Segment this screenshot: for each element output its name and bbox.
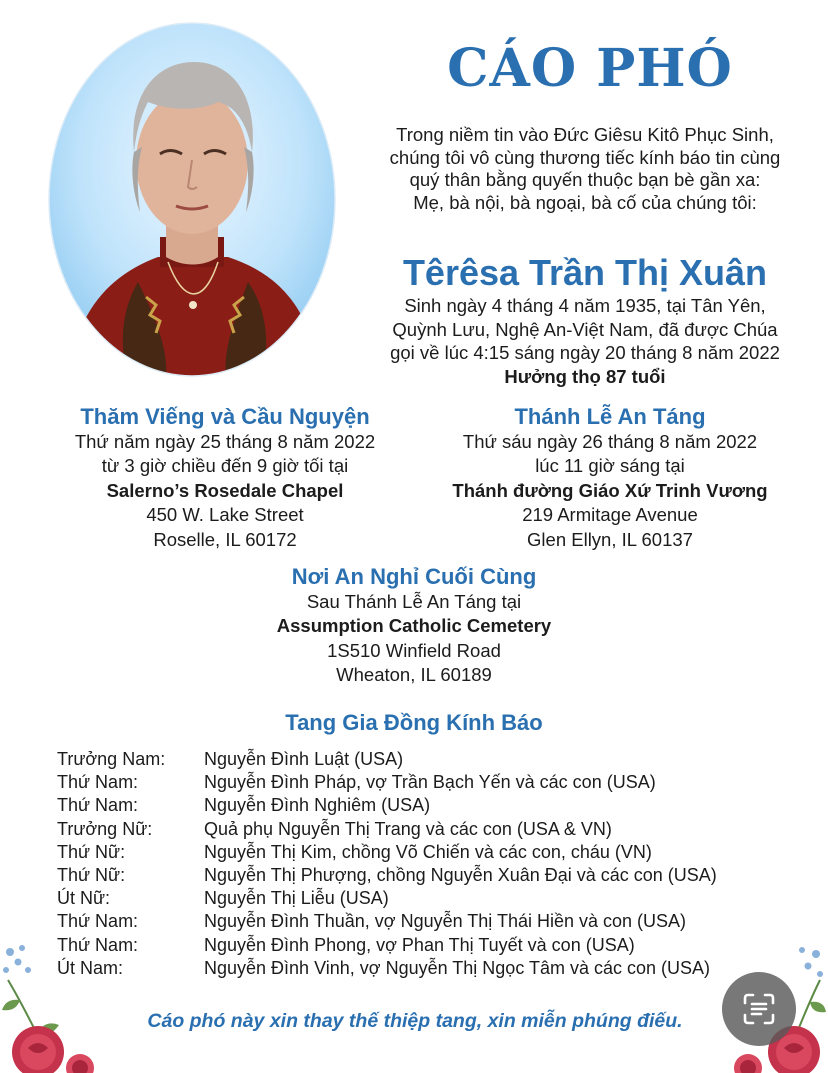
- burial-heading: Nơi An Nghỉ Cuối Cùng: [291, 564, 537, 589]
- visitation-venue: Salerno’s Rosedale Chapel: [106, 479, 344, 501]
- family-list: [57, 748, 797, 980]
- funeral-section: [400, 405, 820, 552]
- portrait-photo: [48, 22, 336, 377]
- bio-line: Quỳnh Lưu, Nghệ An-Việt Nam, đã được Chúa: [392, 318, 778, 340]
- family-names: Nguyễn Đình Nghiêm (USA): [204, 795, 431, 816]
- visitation-time: từ 3 giờ chiều đến 9 giờ tối tại: [101, 455, 349, 476]
- family-member-row: [57, 910, 797, 933]
- funeral-heading: Thánh Lễ An Táng: [514, 404, 706, 429]
- funeral-city: Glen Ellyn, IL 60137: [527, 528, 693, 550]
- family-member-row: [57, 818, 797, 841]
- family-role: Thứ Nam:: [57, 772, 139, 793]
- family-role: Thứ Nữ:: [57, 841, 126, 862]
- intro-line: Mẹ, bà nội, bà ngoại, bà cố của chúng tôi:: [413, 191, 757, 213]
- intro-line: Trong niềm tin vào Đức Giêsu Kitô Phục Sinh,: [396, 124, 774, 145]
- intro-text: [350, 124, 820, 214]
- bio-line: gọi về lúc 4:15 sáng ngày 20 tháng 8 năm 2022: [390, 342, 780, 363]
- family-names: Quả phụ Nguyễn Thị Trang và các con (USA & VN): [204, 818, 612, 839]
- text-scan-button[interactable]: [722, 972, 796, 1046]
- burial-city: Wheaton, IL 60189: [336, 664, 492, 685]
- bio-line: Sinh ngày 4 tháng 4 năm 1935, tại Tân Yên,: [404, 295, 766, 316]
- family-role: Út Nam:: [57, 957, 124, 978]
- family-role: Út Nữ:: [57, 888, 111, 909]
- funeral-date: Thứ sáu ngày 26 tháng 8 năm 2022: [462, 430, 758, 452]
- family-member-row: [57, 748, 797, 771]
- family-names: Nguyễn Đình Vinh, vợ Nguyễn Thị Ngọc Tâm và các con (USA): [204, 957, 711, 978]
- family-names: Nguyễn Đình Pháp, vợ Trần Bạch Yến và các con (USA): [204, 772, 656, 793]
- family-member-row: [57, 864, 797, 887]
- family-role: Thứ Nam:: [57, 911, 139, 932]
- burial-section: [180, 565, 648, 688]
- family-role: Thứ Nam:: [57, 934, 139, 955]
- family-names: Nguyễn Đình Phong, vợ Phan Thị Tuyết và con (USA): [204, 934, 635, 955]
- visitation-date: Thứ năm ngày 25 tháng 8 năm 2022: [74, 430, 376, 452]
- burial-note: Sau Thánh Lễ An Táng tại: [306, 590, 522, 612]
- visitation-section: [30, 405, 420, 552]
- age-text: Hưởng thọ 87 tuổi: [504, 365, 666, 387]
- intro-line: quý thân bằng quyến thuộc bạn bè gần xa:: [409, 169, 761, 190]
- family-member-row: [57, 794, 797, 817]
- visitation-street: 450 W. Lake Street: [146, 504, 304, 525]
- footer-note: Cáo phó này xin thay thế thiệp tang, xin miễn phúng điếu.: [147, 1010, 683, 1032]
- family-names: Nguyễn Thị Liễu (USA): [204, 888, 389, 909]
- text-scan-icon: [742, 992, 776, 1026]
- obituary-title: CÁO PHÓ: [447, 38, 733, 99]
- family-member-row: [57, 957, 797, 980]
- family-names: Nguyễn Đình Luật (USA): [204, 749, 404, 769]
- rose-flowers-icon: [0, 940, 110, 1073]
- deceased-bio: [350, 294, 820, 388]
- burial-venue: Assumption Catholic Cemetery: [276, 615, 552, 636]
- family-role: Trưởng Nam:: [57, 749, 166, 769]
- family-heading: Tang Gia Đồng Kính Báo: [285, 710, 543, 735]
- visitation-heading: Thăm Viếng và Cầu Nguyện: [80, 404, 370, 429]
- family-role: Thứ Nam:: [57, 795, 139, 816]
- family-names: Nguyễn Thị Kim, chồng Võ Chiến và các con, cháu (VN): [204, 841, 652, 862]
- family-role: Trưởng Nữ:: [57, 818, 153, 839]
- deceased-name: Têrêsa Trần Thị Xuân: [402, 252, 768, 293]
- family-member-row: [57, 887, 797, 910]
- visitation-city: Roselle, IL 60172: [153, 528, 297, 550]
- family-member-row: [57, 771, 797, 794]
- intro-line: chúng tôi vô cùng thương tiếc kính báo tin cùng: [389, 146, 781, 168]
- family-member-row: [57, 934, 797, 957]
- funeral-venue: Thánh đường Giáo Xứ Trinh Vương: [452, 479, 768, 501]
- funeral-street: 219 Armitage Avenue: [522, 504, 698, 525]
- funeral-time: lúc 11 giờ sáng tại: [535, 455, 685, 476]
- family-role: Thứ Nữ:: [57, 865, 126, 886]
- burial-street: 1S510 Winfield Road: [327, 639, 501, 661]
- family-names: Nguyễn Thị Phượng, chồng Nguyễn Xuân Đại và các con (USA): [204, 865, 717, 886]
- family-names: Nguyễn Đình Thuần, vợ Nguyễn Thị Thái Hiền và con (USA): [204, 911, 687, 932]
- family-member-row: [57, 841, 797, 864]
